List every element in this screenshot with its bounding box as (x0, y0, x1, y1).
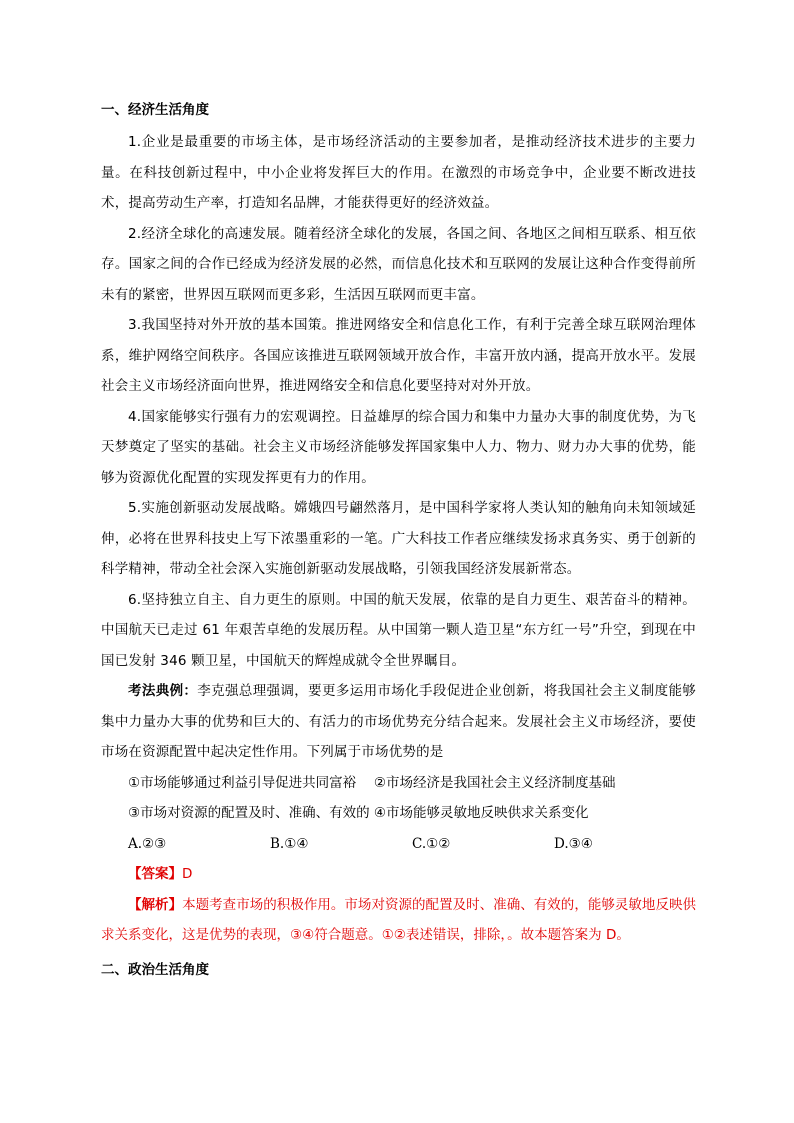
answer-label: 【答案】 (128, 866, 182, 882)
section-heading-economy: 一、经济生活角度 (101, 102, 209, 118)
paragraph-6: 6.坚持独立自主、自力更生的原则。中国的航天发展，依靠的是自力更生、艰苦奋斗的精神。中国航天已走过 61 年艰苦卓绝的发展历程。从中国第一颗人造卫星“东方红一号”升空，到现在中国已发射 346 颗卫星，中国航天的辉煌成就令全世界瞩目。 (101, 591, 696, 669)
choice-c: C.①② (412, 835, 451, 852)
choice-b: B.①④ (270, 835, 309, 852)
choice-d: D.③④ (554, 835, 593, 852)
paragraph-5: 5.实施创新驱动发展战略。嫦娥四号翩然落月，是中国科学家将人类认知的触角向未知领域延伸，必将在世界科技史上写下浓墨重彩的一笔。广大科技工作者应继续发扬求真务实、勇于创新的科学精神，带动全社会深入实施创新驱动发展战略，引领我国经济发展新常态。 (101, 500, 696, 577)
answer-value: D (182, 866, 193, 882)
example-question (101, 676, 696, 768)
document-content (101, 99, 696, 985)
example-label: 考法典例： (128, 683, 198, 699)
choice-a: A.②③ (128, 835, 167, 852)
paragraph-2: 2.经济全球化的高速发展。随着经济全球化的发展，各国之间、各地区之间相互联系、相互依存。国家之间的合作已经成为经济发展的必然，而信息化技术和互联网的发展让这种合作变得前所未有的紧密，世界因互联网而更多彩，生活因互联网而更丰富。 (101, 225, 696, 303)
answer-line (101, 859, 696, 890)
paragraph-4: 4.国家能够实行强有力的宏观调控。日益雄厚的综合国力和集中力量办大事的制度优势，为飞天梦奠定了坚实的基础。社会主义市场经济能够发挥国家集中人力、物力、财力办大事的优势，能够为资源优化配置的实现发挥更有力的作用。 (101, 408, 696, 486)
example-stem: 李克强总理强调，要更多运用市场化手段促进企业创新，将我国社会主义制度能够集中力量办大事的优势和巨大的、有活力的市场优势充分结合起来。发展社会主义市场经济，要使市场在资源配置中起决定性作用。下列属于市场优势的是 (101, 683, 697, 760)
section-heading-politics: 二、政治生活角度 (101, 961, 209, 978)
analysis-label: 【解析】 (128, 896, 183, 913)
option-line-1: ①市场能够通过利益引导促进共同富裕 ②市场经济是我国社会主义经济制度基础 (128, 774, 616, 791)
paragraph-1: 1.企业是最重要的市场主体，是市场经济活动的主要参加者，是推动经济技术进步的主要力量。在科技创新过程中，中小企业将发挥巨大的作用。在激烈的市场竞争中，企业要不断改进技术，提高劳动生产率，打造知名品牌，才能获得更好的经济效益。 (101, 134, 696, 211)
analysis-line (101, 890, 696, 951)
answer-choices (101, 829, 696, 860)
paragraph-3: 3.我国坚持对外开放的基本国策。推进网络安全和信息化工作，有利于完善全球互联网治理体系，维护网络空间秩序。各国应该推进互联网领域开放合作，丰富开放内涵，提高开放水平。发展社会主义市场经济面向世界，推进网络安全和信息化要坚持对对外开放。 (101, 317, 696, 394)
option-line-2: ③市场对资源的配置及时、准确、有效的 ④市场能够灵敏地反映供求关系变化 (128, 805, 589, 821)
analysis-text: 本题考查市场的积极作用。市场对资源的配置及时、准确、有效的，能够灵敏地反映供求关系变化，这是优势的表现，③④符合题意。①②表述错误，排除，。故本题答案为 D。 (101, 896, 697, 943)
